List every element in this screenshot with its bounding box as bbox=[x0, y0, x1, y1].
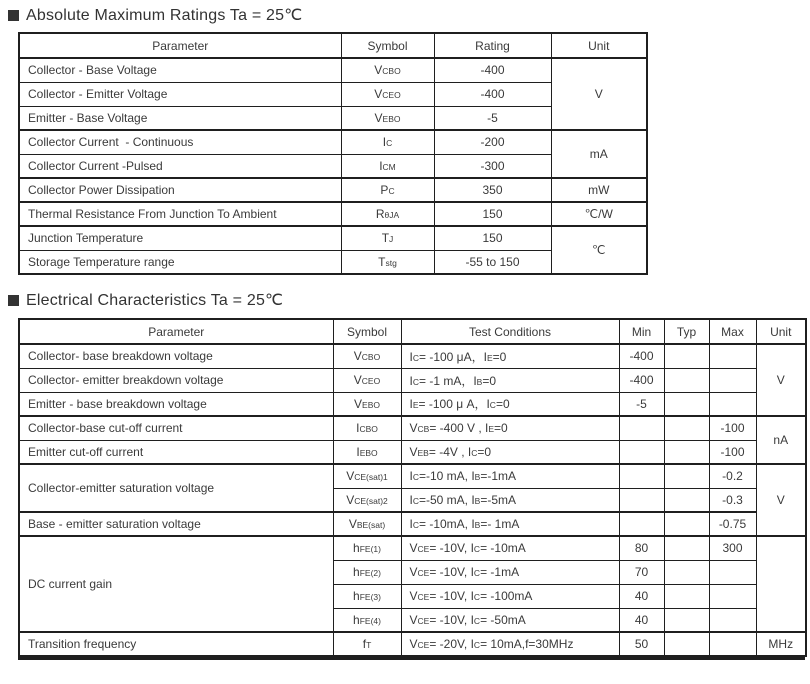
table-row bbox=[19, 632, 806, 656]
subscript: C bbox=[412, 352, 419, 363]
cell-symbol: VCBO bbox=[341, 58, 434, 82]
table-row bbox=[19, 202, 647, 226]
subscript: C bbox=[471, 447, 478, 458]
cell-rating: 150 bbox=[434, 202, 551, 226]
subscript: FE(4) bbox=[359, 615, 381, 626]
subscript: B bbox=[476, 376, 483, 387]
cell-min: 40 bbox=[619, 584, 664, 608]
cell-symbol: hFE(3) bbox=[333, 584, 401, 608]
column-border-stub bbox=[803, 657, 805, 660]
subscript: CBO bbox=[382, 66, 401, 77]
cell-symbol: Tstg bbox=[341, 250, 434, 274]
subscript: CE(sat)1 bbox=[354, 472, 388, 483]
cell-min: -5 bbox=[619, 392, 664, 416]
cell-test-conditions: IC=-10 mA, IB=-1mA bbox=[401, 464, 619, 488]
table-row bbox=[19, 178, 647, 202]
section-title-text: Absolute Maximum Ratings Ta = 25℃ bbox=[26, 7, 303, 24]
subscript: E bbox=[488, 424, 495, 435]
cell-symbol: VBE(sat) bbox=[333, 512, 401, 536]
cell-max: -100 bbox=[709, 416, 756, 440]
cell-max bbox=[709, 560, 756, 584]
cell-symbol: IC bbox=[341, 130, 434, 154]
cell-parameter: Emitter - base breakdown voltage bbox=[19, 392, 333, 416]
cell-max bbox=[709, 608, 756, 632]
cell-typ bbox=[664, 464, 709, 488]
subscript: C bbox=[412, 376, 419, 387]
column-border-stub bbox=[708, 657, 710, 660]
cell-typ bbox=[664, 440, 709, 464]
cell-symbol: VCEO bbox=[341, 82, 434, 106]
cell-unit: V bbox=[756, 344, 806, 416]
subscript: B bbox=[474, 472, 481, 483]
table-row bbox=[19, 368, 806, 392]
subscript: C bbox=[473, 640, 481, 650]
subscript: CBO bbox=[359, 424, 378, 435]
column-header-unit: Unit bbox=[756, 319, 806, 344]
subscript: CEO bbox=[361, 376, 381, 386]
subscript: FE(3) bbox=[359, 592, 381, 602]
cell-test-conditions: IC= -100 μA，IE=0 bbox=[401, 344, 619, 368]
subscript: CBO bbox=[361, 352, 381, 363]
cell-unit: mA bbox=[551, 130, 647, 178]
subscript: C bbox=[412, 472, 419, 483]
cell-min bbox=[619, 488, 664, 512]
cell-min: 70 bbox=[619, 560, 664, 584]
cell-rating: -200 bbox=[434, 130, 551, 154]
subscript: stg bbox=[385, 257, 397, 268]
cell-parameter: Collector-base cut-off current bbox=[19, 416, 333, 440]
cell-test-conditions: VCE= -10V, IC= -50mA bbox=[401, 608, 619, 632]
cell-min bbox=[619, 416, 664, 440]
cell-test-conditions: IC= -10mA, IB=- 1mA bbox=[401, 512, 619, 536]
cell-max: -0.2 bbox=[709, 464, 756, 488]
cell-unit: nA bbox=[756, 416, 806, 464]
cell-symbol: VEBO bbox=[333, 392, 401, 416]
column-header-rating: Rating bbox=[434, 33, 551, 58]
cell-rating: -5 bbox=[434, 106, 551, 130]
cell-parameter: Junction Temperature bbox=[19, 226, 341, 250]
cell-test-conditions: VEB= -4V , IC=0 bbox=[401, 440, 619, 464]
cell-max: -0.3 bbox=[709, 488, 756, 512]
cell-parameter: Collector Current - Continuous bbox=[19, 130, 341, 154]
header-row bbox=[19, 33, 647, 58]
cell-symbol: VCBO bbox=[333, 344, 401, 368]
subscript: CE bbox=[417, 544, 430, 555]
cell-max bbox=[709, 344, 756, 368]
cell-unit: V bbox=[551, 58, 647, 130]
cell-symbol: hFE(4) bbox=[333, 608, 401, 632]
cell-max: 300 bbox=[709, 536, 756, 560]
cell-parameter: Base - emitter saturation voltage bbox=[19, 512, 333, 536]
cell-min: 80 bbox=[619, 536, 664, 560]
column-header-parameter: Parameter bbox=[19, 33, 341, 58]
column-header-unit: Unit bbox=[551, 33, 647, 58]
cell-unit: mW bbox=[551, 178, 647, 202]
subscript: T bbox=[366, 640, 372, 650]
table-row bbox=[19, 226, 647, 250]
column-header-test-conditions: Test Conditions bbox=[401, 319, 619, 344]
cell-parameter: Collector Current -Pulsed bbox=[19, 154, 341, 178]
subscript: CE bbox=[417, 640, 430, 650]
cell-symbol: TJ bbox=[341, 226, 434, 250]
subscript: CM bbox=[382, 161, 396, 172]
subscript: C bbox=[489, 400, 496, 411]
cell-typ bbox=[664, 632, 709, 656]
subscript: C bbox=[473, 592, 481, 602]
cell-min: 50 bbox=[619, 632, 664, 656]
subscript: C bbox=[412, 520, 419, 530]
cell-parameter: Transition frequency bbox=[19, 632, 333, 656]
cell-unit bbox=[756, 536, 806, 632]
cell-min: -400 bbox=[619, 344, 664, 368]
table-row bbox=[19, 130, 647, 154]
cell-typ bbox=[664, 512, 709, 536]
section-title-text: Electrical Characteristics Ta = 25℃ bbox=[26, 292, 284, 309]
cell-rating: -300 bbox=[434, 154, 551, 178]
subscript: CEO bbox=[382, 90, 401, 100]
subscript: CB bbox=[417, 424, 430, 435]
table-row bbox=[19, 392, 806, 416]
cell-rating: 350 bbox=[434, 178, 551, 202]
table-row bbox=[19, 344, 806, 368]
cell-parameter: Collector Power Dissipation bbox=[19, 178, 341, 202]
table-row bbox=[19, 58, 647, 82]
cell-typ bbox=[664, 416, 709, 440]
cell-symbol: PC bbox=[341, 178, 434, 202]
cell-unit: ℃ bbox=[551, 226, 647, 274]
cell-symbol: VCE(sat)2 bbox=[333, 488, 401, 512]
cell-parameter: Thermal Resistance From Junction To Ambient bbox=[19, 202, 341, 226]
column-border-stub bbox=[18, 657, 20, 660]
subscript: C bbox=[412, 495, 419, 506]
column-border-stub bbox=[618, 657, 620, 660]
cell-parameter: Emitter cut-off current bbox=[19, 440, 333, 464]
cell-typ bbox=[664, 584, 709, 608]
table-row bbox=[19, 536, 806, 560]
column-header-max: Max bbox=[709, 319, 756, 344]
subscript: FE(1) bbox=[359, 544, 381, 555]
cell-parameter: Collector - Base Voltage bbox=[19, 58, 341, 82]
cell-test-conditions: VCE= -10V, IC= -100mA bbox=[401, 584, 619, 608]
column-border-stub bbox=[755, 657, 757, 660]
cell-max: -100 bbox=[709, 440, 756, 464]
subscript: C bbox=[386, 138, 393, 149]
column-border-stub bbox=[400, 657, 402, 660]
cell-symbol: fT bbox=[333, 632, 401, 656]
subscript: C bbox=[473, 544, 481, 555]
cell-max bbox=[709, 392, 756, 416]
column-border-stub bbox=[663, 657, 665, 660]
table-row bbox=[19, 512, 806, 536]
cell-max bbox=[709, 368, 756, 392]
section-marker-icon bbox=[8, 295, 19, 306]
cell-test-conditions: IE= -100 μ A，IC=0 bbox=[401, 392, 619, 416]
subscript: E bbox=[486, 352, 493, 363]
section-title-electrical-characteristics bbox=[8, 290, 810, 310]
cell-symbol: VEBO bbox=[341, 106, 434, 130]
cell-typ bbox=[664, 608, 709, 632]
cell-typ bbox=[664, 344, 709, 368]
cell-parameter: Collector-emitter saturation voltage bbox=[19, 464, 333, 512]
cell-parameter: Collector- emitter breakdown voltage bbox=[19, 368, 333, 392]
subscript: J bbox=[389, 234, 394, 245]
subscript: B bbox=[474, 495, 481, 506]
cell-max: -0.75 bbox=[709, 512, 756, 536]
column-header-min: Min bbox=[619, 319, 664, 344]
table-row bbox=[19, 416, 806, 440]
cell-symbol: hFE(2) bbox=[333, 560, 401, 584]
cell-rating: -400 bbox=[434, 58, 551, 82]
cell-parameter: Collector- base breakdown voltage bbox=[19, 344, 333, 368]
electrical-characteristics-table bbox=[18, 318, 807, 657]
cell-parameter: Storage Temperature range bbox=[19, 250, 341, 274]
table-row bbox=[19, 440, 806, 464]
cell-test-conditions: VCE= -20V, IC= 10mA,f=30MHz bbox=[401, 632, 619, 656]
subscript: CE(sat)2 bbox=[354, 495, 388, 506]
subscript: EB bbox=[417, 447, 429, 458]
subscript: CE bbox=[417, 568, 430, 578]
cell-parameter: Collector - Emitter Voltage bbox=[19, 82, 341, 106]
subscript: CE bbox=[417, 592, 430, 602]
cell-min: -400 bbox=[619, 368, 664, 392]
column-header-symbol: Symbol bbox=[341, 33, 434, 58]
cell-typ bbox=[664, 488, 709, 512]
cell-parameter: DC current gain bbox=[19, 536, 333, 632]
subscript: BE(sat) bbox=[356, 520, 386, 530]
cell-max bbox=[709, 632, 756, 656]
subscript: C bbox=[473, 615, 481, 626]
column-border-stub bbox=[332, 657, 334, 660]
subscript: θJA bbox=[384, 210, 400, 220]
cell-symbol: ICM bbox=[341, 154, 434, 178]
section-title-absolute-maximum-ratings bbox=[8, 5, 810, 25]
cell-rating: 150 bbox=[434, 226, 551, 250]
cell-unit: MHz bbox=[756, 632, 806, 656]
subscript: CE bbox=[417, 615, 430, 626]
cell-rating: -55 to 150 bbox=[434, 250, 551, 274]
subscript: E bbox=[412, 400, 419, 411]
cell-unit: ℃/W bbox=[551, 202, 647, 226]
cell-min bbox=[619, 512, 664, 536]
cell-max bbox=[709, 584, 756, 608]
cell-unit: V bbox=[756, 464, 806, 536]
cell-test-conditions: VCB= -400 V , IE=0 bbox=[401, 416, 619, 440]
subscript: EBO bbox=[359, 447, 378, 458]
column-header-symbol: Symbol bbox=[333, 319, 401, 344]
column-header-parameter: Parameter bbox=[19, 319, 333, 344]
subscript: C bbox=[388, 186, 395, 196]
cell-min: 40 bbox=[619, 608, 664, 632]
subscript: B bbox=[474, 520, 481, 530]
absolute-maximum-ratings-table bbox=[18, 32, 648, 275]
cell-symbol: RθJA bbox=[341, 202, 434, 226]
cell-symbol: IEBO bbox=[333, 440, 401, 464]
cell-typ bbox=[664, 368, 709, 392]
cell-test-conditions: IC=-50 mA, IB=-5mA bbox=[401, 488, 619, 512]
cell-min bbox=[619, 440, 664, 464]
subscript: EBO bbox=[382, 113, 401, 124]
section-marker-icon bbox=[8, 10, 19, 21]
subscript: FE(2) bbox=[359, 568, 381, 578]
next-row-sliver bbox=[18, 657, 805, 660]
cell-test-conditions: IC= -1 mA，IB=0 bbox=[401, 368, 619, 392]
cell-parameter: Emitter - Base Voltage bbox=[19, 106, 341, 130]
cell-symbol: hFE(1) bbox=[333, 536, 401, 560]
header-row bbox=[19, 319, 806, 344]
subscript: C bbox=[473, 568, 481, 578]
cell-symbol: VCE(sat)1 bbox=[333, 464, 401, 488]
cell-test-conditions: VCE= -10V, IC= -1mA bbox=[401, 560, 619, 584]
cell-typ bbox=[664, 392, 709, 416]
cell-symbol: VCEO bbox=[333, 368, 401, 392]
subscript: EBO bbox=[362, 399, 380, 410]
cell-typ bbox=[664, 560, 709, 584]
table-row bbox=[19, 464, 806, 488]
cell-min bbox=[619, 464, 664, 488]
cell-symbol: ICBO bbox=[333, 416, 401, 440]
cell-typ bbox=[664, 536, 709, 560]
cell-test-conditions: VCE= -10V, IC= -10mA bbox=[401, 536, 619, 560]
cell-rating: -400 bbox=[434, 82, 551, 106]
column-header-typ: Typ bbox=[664, 319, 709, 344]
